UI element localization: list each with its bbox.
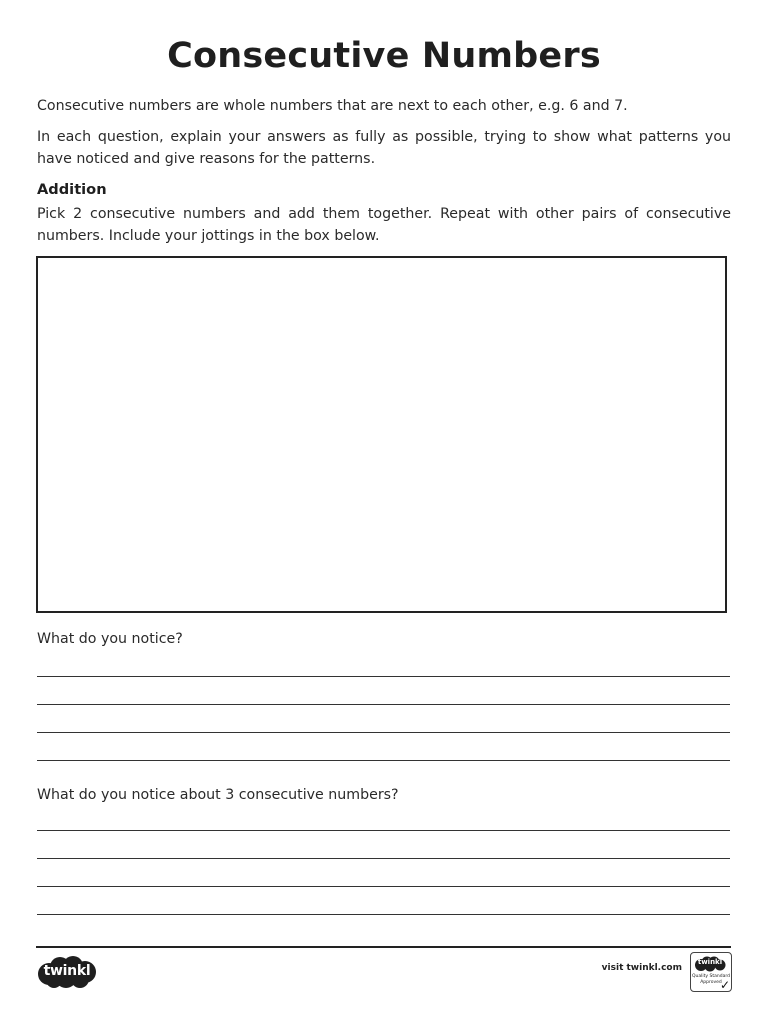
quality-badge bbox=[690, 952, 732, 992]
addition-heading: Addition bbox=[37, 181, 107, 198]
badge-logo bbox=[694, 956, 726, 972]
answer-line[interactable] bbox=[37, 914, 730, 915]
badge-caption: Quality Standard Approved bbox=[692, 974, 730, 985]
answer-line[interactable] bbox=[37, 732, 730, 733]
logo-wordmark: twinkl bbox=[43, 963, 91, 979]
definition-text: Consecutive numbers are whole numbers that are next to each other, e.g. 6 and 7. bbox=[37, 98, 628, 114]
answer-line[interactable] bbox=[37, 704, 730, 705]
question-1-prompt: What do you notice? bbox=[37, 631, 183, 647]
answer-line[interactable] bbox=[37, 830, 730, 831]
twinkl-logo bbox=[36, 955, 98, 989]
question-2-prompt: What do you notice about 3 consecutive numbers? bbox=[37, 787, 399, 803]
answer-line[interactable] bbox=[37, 760, 730, 761]
visit-link[interactable]: visit twinkl.com bbox=[601, 963, 682, 973]
badge-wordmark: twinkl bbox=[697, 958, 723, 966]
footer-divider bbox=[36, 946, 731, 948]
instruction-text: In each question, explain your answers as fully as possible, trying to show what patterns you have noticed and give reasons for the patterns. bbox=[37, 129, 731, 167]
answer-line[interactable] bbox=[37, 858, 730, 859]
addition-task-text: Pick 2 consecutive numbers and add them together. Repeat with other pairs of consecutive numbers. Include your jottings in the box below. bbox=[37, 206, 731, 244]
page-title: Consecutive Numbers bbox=[167, 36, 601, 76]
answer-line[interactable] bbox=[37, 676, 730, 677]
jottings-box[interactable] bbox=[36, 256, 727, 613]
answer-line[interactable] bbox=[37, 886, 730, 887]
checkmark-icon: ✓ bbox=[719, 978, 730, 992]
